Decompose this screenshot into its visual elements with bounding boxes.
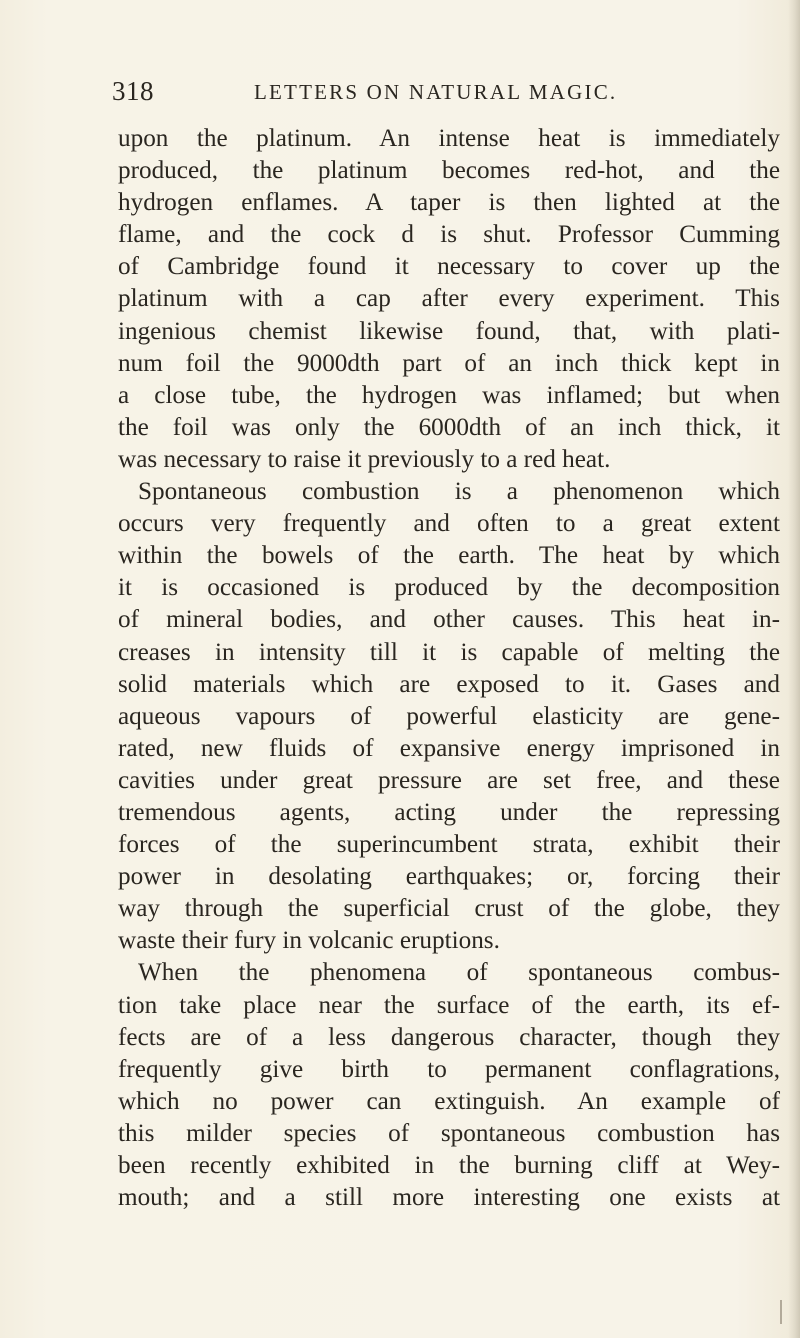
- page-number: 318: [112, 76, 154, 106]
- text-line: flame, and the cock d is shut. Professor Cumming: [118, 221, 780, 249]
- text-line: ingenious chemist likewise found, that, with plati-: [118, 317, 780, 345]
- paragraph-start-line: Spontaneous combustion is a phenomenon which: [138, 478, 780, 506]
- text-line: cavities under great pressure are set free, and these: [118, 766, 780, 794]
- text-line: frequently give birth to permanent conflagrations,: [118, 1055, 780, 1083]
- text-line: waste their fury in volcanic eruptions.: [118, 927, 500, 955]
- body-text: [118, 123, 780, 1214]
- text-line: mouth; and a still more interesting one exists at: [118, 1184, 780, 1212]
- text-line: platinum with a cap after every experiment. This: [118, 285, 780, 313]
- text-line: power in desolating earthquakes; or, forcing their: [118, 863, 780, 891]
- text-line: a close tube, the hydrogen was inflamed; but when: [118, 381, 780, 409]
- text-line: been recently exhibited in the burning cliff at Wey-: [118, 1152, 780, 1179]
- text-line: tion take place near the surface of the earth, its ef-: [118, 991, 780, 1019]
- text-line: fects are of a less dangerous character, though they: [118, 1023, 780, 1051]
- text-line: produced, the platinum becomes red-hot, and the: [118, 157, 780, 185]
- text-line: hydrogen enflames. A taper is then lighted at the: [118, 189, 780, 217]
- page-edge-shadow: [788, 0, 800, 1338]
- text-line: within the bowels of the earth. The heat by which: [118, 542, 780, 570]
- text-line: of mineral bodies, and other causes. This heat in-: [118, 606, 780, 634]
- paragraph-start-line: When the phenomena of spontaneous combus-: [138, 959, 780, 987]
- text-line: it is occasioned is produced by the decomposition: [118, 574, 780, 602]
- text-line: this milder species of spontaneous combustion has: [118, 1119, 780, 1147]
- text-line: the foil was only the 6000dth of an inch thick, it: [118, 413, 780, 441]
- text-line: tremendous agents, acting under the repressing: [118, 798, 780, 826]
- running-head: [112, 76, 672, 110]
- margin-mark: [780, 1300, 782, 1324]
- text-line: forces of the superincumbent strata, exhibit their: [118, 831, 780, 859]
- text-line: was necessary to raise it previously to a red heat.: [118, 445, 611, 473]
- running-title: LETTERS ON NATURAL MAGIC.: [254, 80, 618, 104]
- text-line: solid materials which are exposed to it. Gases and: [118, 670, 780, 698]
- text-line: of Cambridge found it necessary to cover up the: [118, 253, 780, 281]
- text-line: way through the superficial crust of the globe, they: [118, 895, 780, 923]
- text-line: rated, new fluids of expansive energy imprisoned in: [118, 734, 780, 762]
- text-line: occurs very frequently and often to a great extent: [118, 510, 780, 538]
- text-line: upon the platinum. An intense heat is immediately: [118, 125, 780, 152]
- text-line: which no power can extinguish. An example of: [118, 1087, 780, 1115]
- text-line: creases in intensity till it is capable of melting the: [118, 638, 780, 666]
- text-line: aqueous vapours of powerful elasticity are gene-: [118, 702, 780, 730]
- text-line: num foil the 9000dth part of an inch thick kept in: [118, 349, 780, 377]
